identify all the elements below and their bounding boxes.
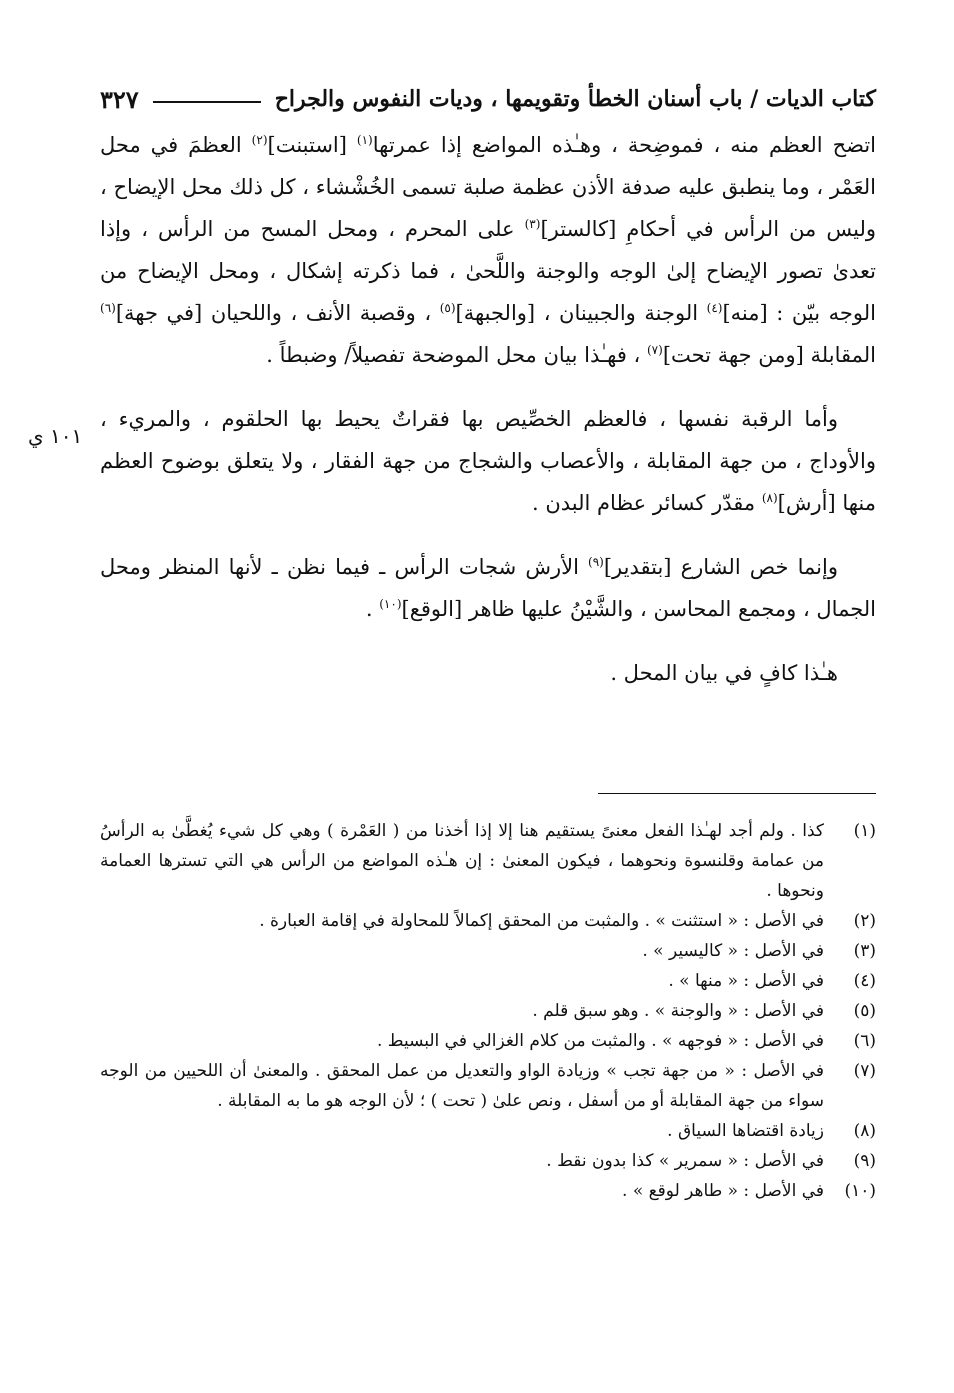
footnote-number: (٢) — [853, 911, 876, 931]
footnote-item — [100, 996, 876, 1026]
footnote-text: في الأصل : « منها » . — [668, 971, 824, 991]
footnote-text: في الأصل : « من جهة تجب » وزيادة الواو والتعديل من عمل المحقق . والمعنىٰ أن اللحيين من الوجه سواء من جهة المقابلة أو من أسفل ، ونص علىٰ ( تحت ) ؛ لأن الوجه هو ما به المقابلة . — [100, 1061, 824, 1111]
text-run: ، فهـٰذا بيان محل الموضحة تفصيلاً/ وضبطاً . — [266, 343, 647, 367]
footnote-ref: (٣) — [524, 217, 541, 231]
paragraph — [100, 398, 876, 524]
footnote-item — [100, 1146, 876, 1176]
footnote-text: في الأصل : « كاليسير » . — [642, 941, 824, 961]
running-header — [100, 78, 876, 120]
footnote-number: (٩) — [853, 1151, 876, 1171]
paragraph — [100, 652, 876, 694]
footnote-number: (٥) — [853, 1001, 876, 1021]
footnote-number: (١) — [853, 821, 876, 841]
footnote-ref: (٧) — [646, 343, 663, 357]
footnote-ref: (٨) — [761, 491, 778, 505]
text-run: المقابلة [ومن جهة تحت] — [662, 343, 876, 367]
footnote-ref: (٢) — [251, 133, 268, 147]
footnote-ref: (٦) — [100, 301, 116, 315]
text-run: الوجنة والجبينان ، [والجبهة] — [455, 301, 707, 325]
footnote-item — [100, 1116, 876, 1146]
footnote-ref: (١٠) — [379, 597, 402, 611]
text-run: وإنما خص الشارع [بتقدير] — [603, 555, 838, 579]
text-run: الأرش شجات الرأس ـ فيما نظن ـ لأنها المنظر ومحل الجمال ، ومجمع المحاسن ، والشَّيْنُ عليها ظاهر [الوقع] — [100, 555, 876, 621]
footnote-item — [100, 936, 876, 966]
footnote-number: (١٠) — [844, 1181, 876, 1201]
footnote-number: (٨) — [853, 1121, 876, 1141]
footnote-number: (٤) — [853, 971, 876, 991]
footnote-text: زيادة اقتضاها السياق . — [667, 1121, 824, 1141]
text-run: اتضح العظم منه ، فموضِحة ، وهـٰذه المواضع إذا عمرتها — [372, 133, 877, 157]
footnote-ref: (٩) — [588, 555, 604, 569]
text-run: هـٰذا كافٍ في بيان المحل . — [610, 661, 838, 685]
footnote-item — [100, 1026, 876, 1056]
footnote-text: في الأصل : « استثنت » . والمثبت من المحقق إكمالاً للمحاولة في إقامة العبارة . — [259, 911, 824, 931]
text-run: ، وقصبة الأنف ، واللحيان [في جهة] — [115, 301, 440, 325]
paragraph — [100, 546, 876, 630]
footnote-ref: (١) — [356, 133, 373, 147]
text-run: مقدّر كسائر عظام البدن . — [532, 491, 762, 515]
text-run: على المحرم ، ومحل المسح من الرأس ، وإذا تعدىٰ تصور الإيضاح إلىٰ الوجه والوجنة واللَّحىٰ ، فما ذكرته إشكال ، ومحل الإيضاح من الوجه بيّن : [منه] — [100, 217, 876, 325]
text-run: [استبنت] — [267, 133, 357, 157]
header-rule — [153, 101, 261, 103]
footnote-item — [100, 816, 876, 906]
footnote-separator — [598, 793, 876, 794]
text-run: . — [365, 597, 380, 621]
footnote-number: (٧) — [853, 1061, 876, 1081]
chapter-title: كتاب الديات / باب أسنان الخطأ وتقويمها ، وديات النفوس والجراح — [274, 86, 876, 112]
footnote-text: في الأصل : « سمرير » كذا بدون نقط . — [546, 1151, 824, 1171]
footnotes — [100, 816, 876, 1206]
margin-note: ١٠١ ي — [28, 424, 83, 448]
text-run: العظمَ في محل العَمْر ، وما ينطبق عليه صدفة الأذن عظمة صلبة تسمى الخُشْشاء ، كل ذلك محل الإيضاح ، وليس من الرأس في أحكامِ [كالستر] — [100, 133, 876, 241]
footnote-number: (٦) — [853, 1031, 876, 1051]
footnote-item — [100, 1176, 876, 1206]
footnote-number: (٣) — [853, 941, 876, 961]
footnote-ref: (٤) — [706, 301, 723, 315]
footnote-text: في الأصل : « طاهر لوقع » . — [622, 1181, 824, 1201]
footnote-item — [100, 906, 876, 936]
footnote-text: في الأصل : « والوجنة » . وهو سبق قلم . — [532, 1001, 824, 1021]
footnote-text: كذا . ولم أجد لهـٰذا الفعل معنىً يستقيم هنا إلا إذا أخذنا من ( العَمْرة ) وهي كل شيء يُغطَّىٰ به الرأسُ من عمامة وقلنسوة ونحوهما ، فيكون المعنىٰ : إن هـٰذه المواضع من الرأس هي التي تسترها العمامة ونحوها . — [100, 821, 824, 901]
footnote-item — [100, 1056, 876, 1116]
footnote-item — [100, 966, 876, 996]
paragraph — [100, 124, 876, 376]
main-text — [100, 124, 876, 694]
page-number: ٣٢٧ — [100, 84, 139, 114]
footnote-text: في الأصل : « فوجهه » . والمثبت من كلام الغزالي في البسيط . — [377, 1031, 824, 1051]
footnote-ref: (٥) — [439, 301, 456, 315]
text-run: وأما الرقبة نفسها ، فالعظم الخصِّيص بها فقراتٌ يحيط بها الحلقوم ، والمريء ، والأوداج ، من جهة المقابلة ، والأعصاب والشجاج من جهة الفقار ، ولا يتعلق بوضوح العظم منها [أرش] — [100, 407, 876, 515]
